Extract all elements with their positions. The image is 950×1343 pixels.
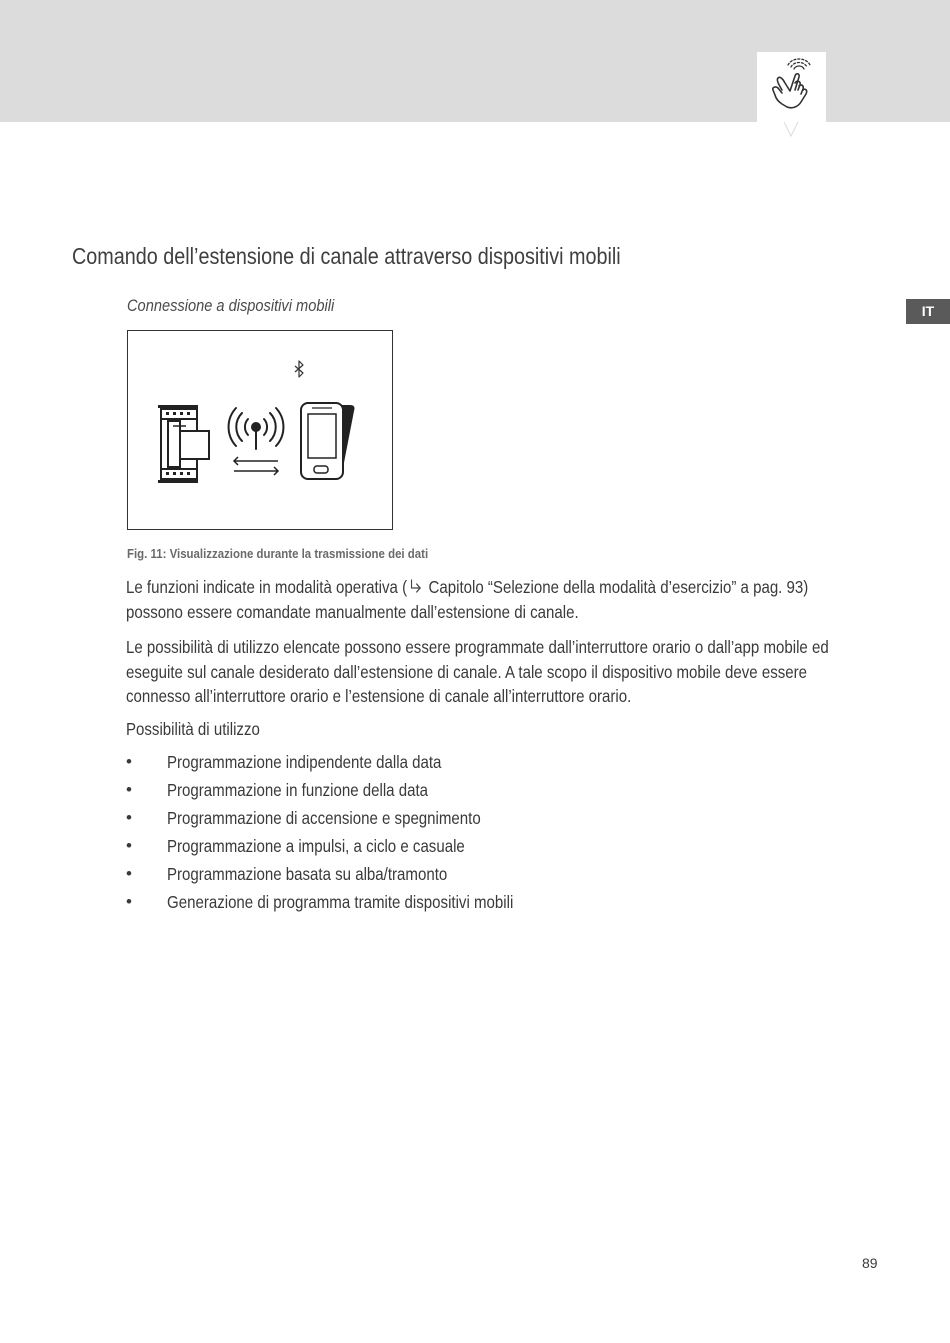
bullet: • bbox=[126, 808, 132, 827]
bidirectional-arrows-icon bbox=[234, 457, 278, 475]
cross-reference-icon[interactable] bbox=[409, 579, 423, 595]
list-item bbox=[126, 778, 726, 806]
language-tab: IT bbox=[906, 299, 950, 324]
list-item bbox=[126, 862, 726, 890]
paragraph-functions-text-before: Le funzioni indicate in modalità operativa ( bbox=[126, 577, 408, 597]
paragraph-functions-line1 bbox=[126, 575, 883, 600]
list-item-text: Generazione di programma tramite dispositivi mobili bbox=[167, 892, 514, 912]
paragraph-usage-line2: eseguite sul canale desiderato dall’estensione di canale. A tale scopo il dispositivo mobile deve essere bbox=[126, 661, 808, 682]
page-number: 89 bbox=[862, 1255, 878, 1271]
paragraph-usage-description bbox=[126, 635, 883, 709]
usage-heading-text: Possibilità di utilizzo bbox=[126, 719, 260, 739]
radio-signal-icon bbox=[229, 408, 284, 449]
list-item-text: Programmazione in funzione della data bbox=[167, 780, 429, 800]
bluetooth-icon bbox=[295, 361, 303, 377]
list-item-text: Programmazione di accensione e spegnimento bbox=[167, 808, 481, 828]
list-item bbox=[126, 890, 726, 918]
bullet: • bbox=[126, 836, 132, 855]
paragraph-functions-reference[interactable]: Capitolo “Selezione della modalità d’esercizio” a pag. 93) bbox=[424, 577, 809, 597]
list-item bbox=[126, 750, 726, 778]
list-item-text: Programmazione basata su alba/tramonto bbox=[167, 864, 448, 884]
list-item bbox=[126, 806, 726, 834]
header-icon-tab bbox=[757, 52, 826, 122]
list-item-text: Programmazione indipendente dalla data bbox=[167, 752, 442, 772]
paragraph-functions bbox=[126, 575, 883, 624]
paragraph-usage-line1: Le possibilità di utilizzo elencate possono essere programmate dall’interruttore orario o dall’app mobile ed bbox=[126, 637, 829, 657]
bullet: • bbox=[126, 892, 132, 911]
section-title: Comando dell’estensione di canale attraverso dispositivi mobili bbox=[72, 243, 621, 269]
paragraph-functions-line2: possono essere comandate manualmente dall’estensione di canale. bbox=[126, 601, 579, 622]
touch-hand-icon bbox=[757, 52, 826, 138]
figure-display bbox=[127, 330, 393, 530]
bullet: • bbox=[126, 780, 132, 799]
usage-heading bbox=[126, 717, 883, 742]
bullet: • bbox=[126, 752, 132, 771]
figure-caption: Fig. 11: Visualizzazione durante la trasmissione dei dati bbox=[127, 546, 429, 561]
usage-list bbox=[126, 750, 726, 918]
smartphone-icon bbox=[301, 403, 355, 479]
figure-subtitle: Connessione a dispositivi mobili bbox=[127, 296, 335, 315]
list-item-text: Programmazione a impulsi, a ciclo e casuale bbox=[167, 836, 465, 856]
channel-extension-device-icon bbox=[158, 405, 209, 483]
bullet: • bbox=[126, 864, 132, 883]
paragraph-usage-line3: connesso all’interruttore orario e l’estensione di canale all’interruttore orario. bbox=[126, 686, 632, 706]
list-item bbox=[126, 834, 726, 862]
